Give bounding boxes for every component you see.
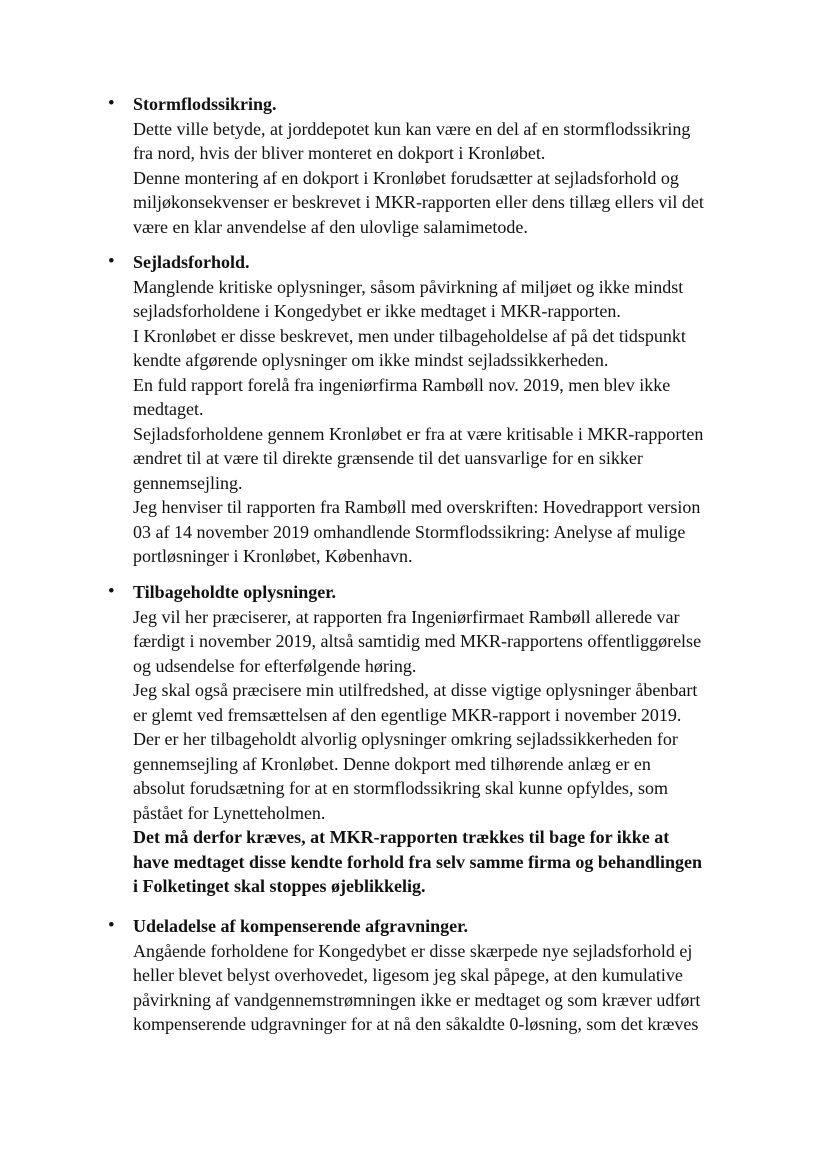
paragraph-line: gennemsejling af Kronløbet. Denne dokport med tilhørende anlæg er en (133, 753, 651, 774)
section-udeladelse-af-kompenserende-afgravninger (108, 914, 798, 1037)
paragraph-line: Denne montering af en dokport i Kronløbet forudsætter at sejladsforhold og (133, 167, 679, 188)
paragraph-line: 03 af 14 november 2019 omhandlende Stormflodssikring: Anelyse af mulige (133, 521, 686, 542)
paragraph-line: fra nord, hvis der bliver monteret en dokport i Kronløbet. (133, 143, 546, 163)
paragraph-line: Jeg vil her præciserer, at rapporten fra Ingeniørfirmaet Rambøll allerede var (133, 606, 680, 627)
paragraph-line: Sejladsforholdene gennem Kronløbet er fra at være kritisable i MKR-rapporten (133, 423, 704, 444)
bullet-icon: • (108, 581, 115, 602)
section-stormflodssikring (108, 92, 798, 239)
paragraph-line: Dette ville betyde, at jorddepotet kun kan være en del af en stormflodssikring (133, 118, 691, 139)
paragraph-line: I Kronløbet er disse beskrevet, men under tilbageholdelse af på det tidspunkt (133, 325, 686, 346)
bullet-icon: • (108, 251, 115, 272)
paragraph-line: kompenserende udgravninger for at nå den såkaldte 0-løsning, som det kræves (133, 1014, 699, 1034)
paragraph-line: absolut forudsætning for at en stormflodssikring skal kunne opfyldes, som (133, 778, 668, 798)
section-heading: Udeladelse af kompenserende afgravninger. (133, 916, 468, 936)
paragraph-line: medtaget. (133, 399, 204, 419)
paragraph-line: påvirkning af vandgennemstrømningen ikke er medtaget og som kræver udført (133, 989, 701, 1010)
paragraph-line: Der er her tilbageholdt alvorlig oplysninger omkring sejladssikkerheden for (133, 729, 678, 749)
paragraph-line: påstået for Lynetteholmen. (133, 802, 326, 823)
paragraph-line: Angående forholdene for Kongedybet er disse skærpede nye sejladsforhold ej (133, 940, 693, 961)
paragraph-line: portløsninger i Kronløbet, København. (133, 546, 413, 566)
paragraph-line: heller blevet belyst overhovedet, ligesom jeg skal påpege, at den kumulative (133, 965, 683, 985)
bullet-icon: • (108, 93, 115, 114)
paragraph-line: ændret til at være til direkte grænsende til det uansvarlige for en sikker (133, 448, 643, 468)
paragraph-line: En fuld rapport forelå fra ingeniørfirma Rambøll nov. 2019, men blev ikke (133, 374, 671, 395)
section-tilbageholdte-oplysninger (108, 580, 798, 899)
paragraph-line: kendte afgørende oplysninger om ikke mindst sejladssikkerheden. (133, 350, 609, 370)
paragraph-line: færdigt i november 2019, altså samtidig med MKR-rapportens offentliggørelse (133, 631, 702, 651)
section-heading: Tilbageholdte oplysninger. (133, 582, 337, 602)
bullet-icon: • (108, 915, 115, 936)
emphasis-line: i Folketinget skal stoppes øjeblikkelig. (133, 876, 426, 896)
emphasis-line: have medtaget disse kendte forhold fra selv samme firma og behandlingen (133, 851, 702, 872)
section-heading: Stormflodssikring. (133, 94, 277, 114)
paragraph-line: miljøkonsekvenser er beskrevet i MKR-rapporten eller dens tillæg ellers vil det (133, 192, 704, 212)
paragraph-line: gennemsejling. (133, 472, 243, 493)
paragraph-line: Jeg skal også præcisere min utilfredshed, at disse vigtige oplysninger åbenbart (133, 680, 698, 700)
section-sejladsforhold (108, 250, 798, 569)
paragraph-line: er glemt ved fremsættelsen af den egentlige MKR-rapport i november 2019. (133, 704, 682, 725)
paragraph-line: sejladsforholdene i Kongedybet er ikke medtaget i MKR-rapporten. (133, 301, 621, 321)
paragraph-line: og udsendelse for efterfølgende høring. (133, 655, 417, 676)
paragraph-line: Jeg henviser til rapporten fra Rambøll med overskriften: Hovedrapport version (133, 497, 701, 517)
paragraph-line: være en klar anvendelse af den ulovlige salamimetode. (133, 216, 528, 237)
paragraph-line: Manglende kritiske oplysninger, såsom påvirkning af miljøet og ikke mindst (133, 276, 684, 297)
section-heading: Sejladsforhold. (133, 252, 250, 272)
emphasis-line: Det må derfor kræves, at MKR-rapporten trækkes til bage for ikke at (133, 827, 670, 847)
